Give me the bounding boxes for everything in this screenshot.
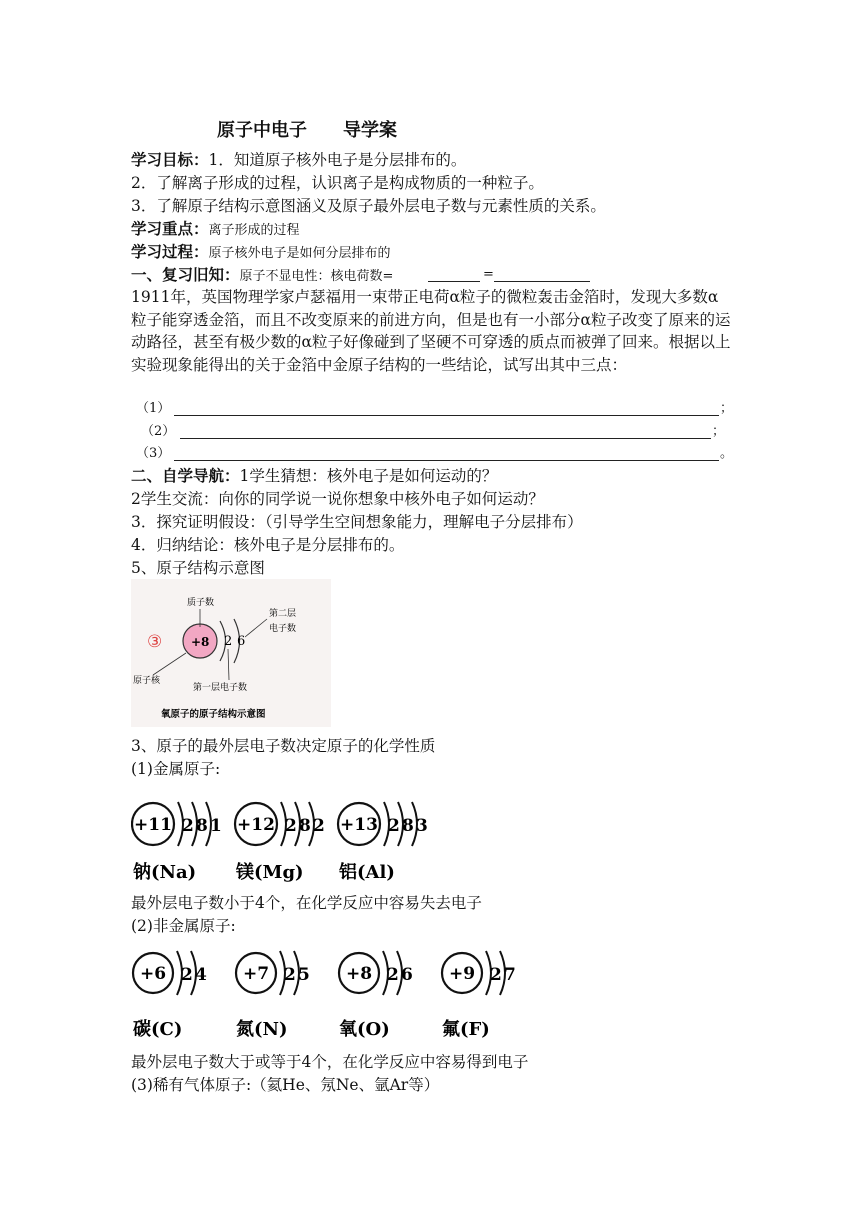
self-study-item-2: 2学生交流：向你的同学说一说你想象中核外电子如何运动？ <box>131 490 544 508</box>
nonmetal-conclusion: 最外层电子数大于或等于4个，在化学反应中容易得到电子 <box>131 1053 529 1071</box>
nucleus-charge: +6 <box>139 964 167 984</box>
nucleus-charge: +11 <box>134 815 172 835</box>
shell-2-count: 6 <box>237 634 246 649</box>
circled-number: ③ <box>147 632 163 652</box>
shell-electron-count: 4 <box>195 965 207 985</box>
shell-electron-count: 2 <box>490 965 502 985</box>
atom-diagram <box>338 802 428 883</box>
shell-electron-count: 2 <box>182 816 194 836</box>
noble-heading: (3)稀有气体原子:（氦He、氖Ne、氩Ar等） <box>131 1076 440 1094</box>
review-text: 原子不显电性：核电荷数= <box>239 269 394 284</box>
shell-electron-count: 6 <box>401 965 413 985</box>
goals-label: 学习目标： <box>131 151 209 169</box>
answer-2-blank[interactable] <box>180 424 711 439</box>
goal-item-2: 2．了解离子形成的过程，认识离子是构成物质的一种粒子。 <box>131 174 544 192</box>
label-shell2: 第二层 <box>269 609 297 619</box>
metal-atoms-group <box>132 802 428 883</box>
shell-electron-count: 2 <box>387 965 399 985</box>
self-study-item-1: 1学生猜想：核外电子是如何运动的？ <box>239 467 498 485</box>
title-main: 原子中电子 <box>217 120 307 141</box>
element-name: 碳(C) <box>133 1019 183 1040</box>
review-blank-1[interactable] <box>428 267 480 282</box>
answer-2-end: ； <box>712 424 726 439</box>
shell-electron-count: 2 <box>284 965 296 985</box>
shell-electron-count: 5 <box>298 965 310 985</box>
page-title <box>217 116 397 142</box>
shell-electron-count: 2 <box>313 816 325 836</box>
shell-electron-count: 2 <box>388 816 400 836</box>
key-point-label: 学习重点： <box>131 220 209 238</box>
nucleus-charge: +9 <box>448 964 476 984</box>
goals-line-1 <box>131 149 466 171</box>
shell-electron-count: 7 <box>504 965 516 985</box>
shell-electron-count: 3 <box>416 816 428 836</box>
nucleus-charge: +7 <box>242 964 270 984</box>
shell-electron-count: 1 <box>210 816 222 836</box>
self-study-item-3: 3．探究证明假设：（引导学生空间想象能力，理解电子分层排布） <box>131 513 583 531</box>
self-study-label: 二、自学导航： <box>131 467 240 485</box>
figure-background <box>131 579 331 727</box>
atom-diagram <box>133 951 207 1040</box>
metal-conclusion: 最外层电子数小于4个，在化学反应中容易失去电子 <box>131 894 482 912</box>
nucleus-charge: +8 <box>345 964 373 984</box>
process-text: 原子核外电子是如何分层排布的 <box>208 246 391 261</box>
element-name: 氧(O) <box>339 1019 390 1040</box>
nonmetal-atoms-figure <box>131 945 526 1047</box>
metal-heading: (1)金属原子: <box>131 760 221 778</box>
review-eq: = <box>483 267 494 282</box>
shell-electron-count: 2 <box>181 965 193 985</box>
shell-electron-count: 8 <box>402 816 414 836</box>
answer-2-label: （2） <box>141 424 176 439</box>
label-shell1: 第一层电子数 <box>193 683 248 693</box>
process-label: 学习过程： <box>131 243 209 261</box>
answer-1-blank[interactable] <box>174 401 719 416</box>
answer-1-end: ； <box>720 401 734 416</box>
title-sub: 导学案 <box>343 120 397 141</box>
element-name: 氟(F) <box>442 1019 490 1040</box>
element-name: 氮(N) <box>236 1019 288 1040</box>
element-name: 铝(Al) <box>339 862 395 883</box>
label-protons: 质子数 <box>187 598 215 608</box>
goal-item-3: 3．了解原子结构示意图涵义及原子最外层电子数与元素性质的关系。 <box>131 197 606 215</box>
process-line <box>131 241 391 265</box>
nucleus-charge: +13 <box>340 815 378 835</box>
nonmetal-heading: (2)非金属原子: <box>131 917 236 935</box>
atom-diagram <box>339 951 413 1040</box>
atom-diagram <box>235 802 325 883</box>
nonmetal-atoms-group <box>133 951 516 1040</box>
self-study-item-5: 5、原子结构示意图 <box>131 559 265 577</box>
review-label: 一、复习旧知： <box>131 266 240 284</box>
atom-diagram <box>236 951 310 1040</box>
review-blank-2[interactable] <box>494 267 590 282</box>
element-name: 钠(Na) <box>133 862 197 883</box>
answer-1-label: （1） <box>136 401 171 416</box>
metal-atoms-figure <box>131 786 441 886</box>
key-point-line <box>131 218 300 242</box>
key-point-text: 离子形成的过程 <box>208 223 300 238</box>
oxygen-structure-figure <box>131 579 331 727</box>
shell-electron-count: 8 <box>196 816 208 836</box>
nucleus-charge: +12 <box>237 815 275 835</box>
goal-item-1: 1．知道原子核外电子是分层排布的。 <box>208 151 467 169</box>
self-study-item-4: 4．归纳结论：核外电子是分层排布的。 <box>131 536 405 554</box>
atom-diagram <box>442 951 516 1040</box>
answer-3-end: 。 <box>720 446 734 461</box>
element-name: 镁(Mg) <box>236 862 304 883</box>
shell-electron-count: 8 <box>299 816 311 836</box>
answer-3-label: （3） <box>136 446 171 461</box>
review-line <box>131 264 393 288</box>
rutherford-paragraph: 1911年，英国物理学家卢瑟福用一束带正电荷α粒子的微粒轰击金箔时，发现大多数α粒子能穿透金箔，而且不改变原来的前进方向，但是也有一小部分α粒子改变了原来的运动路径，甚至有极少数的α粒子好像碰到了坚硬不可穿透的质点而被弹了回来。根据以上实验现象能得出的关于金箔中金原子结构的一些结论，试写出其中三点： <box>131 288 731 374</box>
shell-1-count: 2 <box>224 634 233 649</box>
atom-diagram <box>132 802 222 883</box>
answer-3-blank[interactable] <box>174 446 719 461</box>
self-study-line-1 <box>131 465 497 487</box>
figure-caption: 氧原子的原子结构示意图 <box>161 709 266 720</box>
shell-electron-count: 2 <box>285 816 297 836</box>
outer-heading: 3、原子的最外层电子数决定原子的化学性质 <box>131 737 436 755</box>
label-shell2b: 电子数 <box>269 624 297 634</box>
label-nucleus: 原子核 <box>133 676 161 686</box>
nucleus-charge: +8 <box>191 635 210 649</box>
